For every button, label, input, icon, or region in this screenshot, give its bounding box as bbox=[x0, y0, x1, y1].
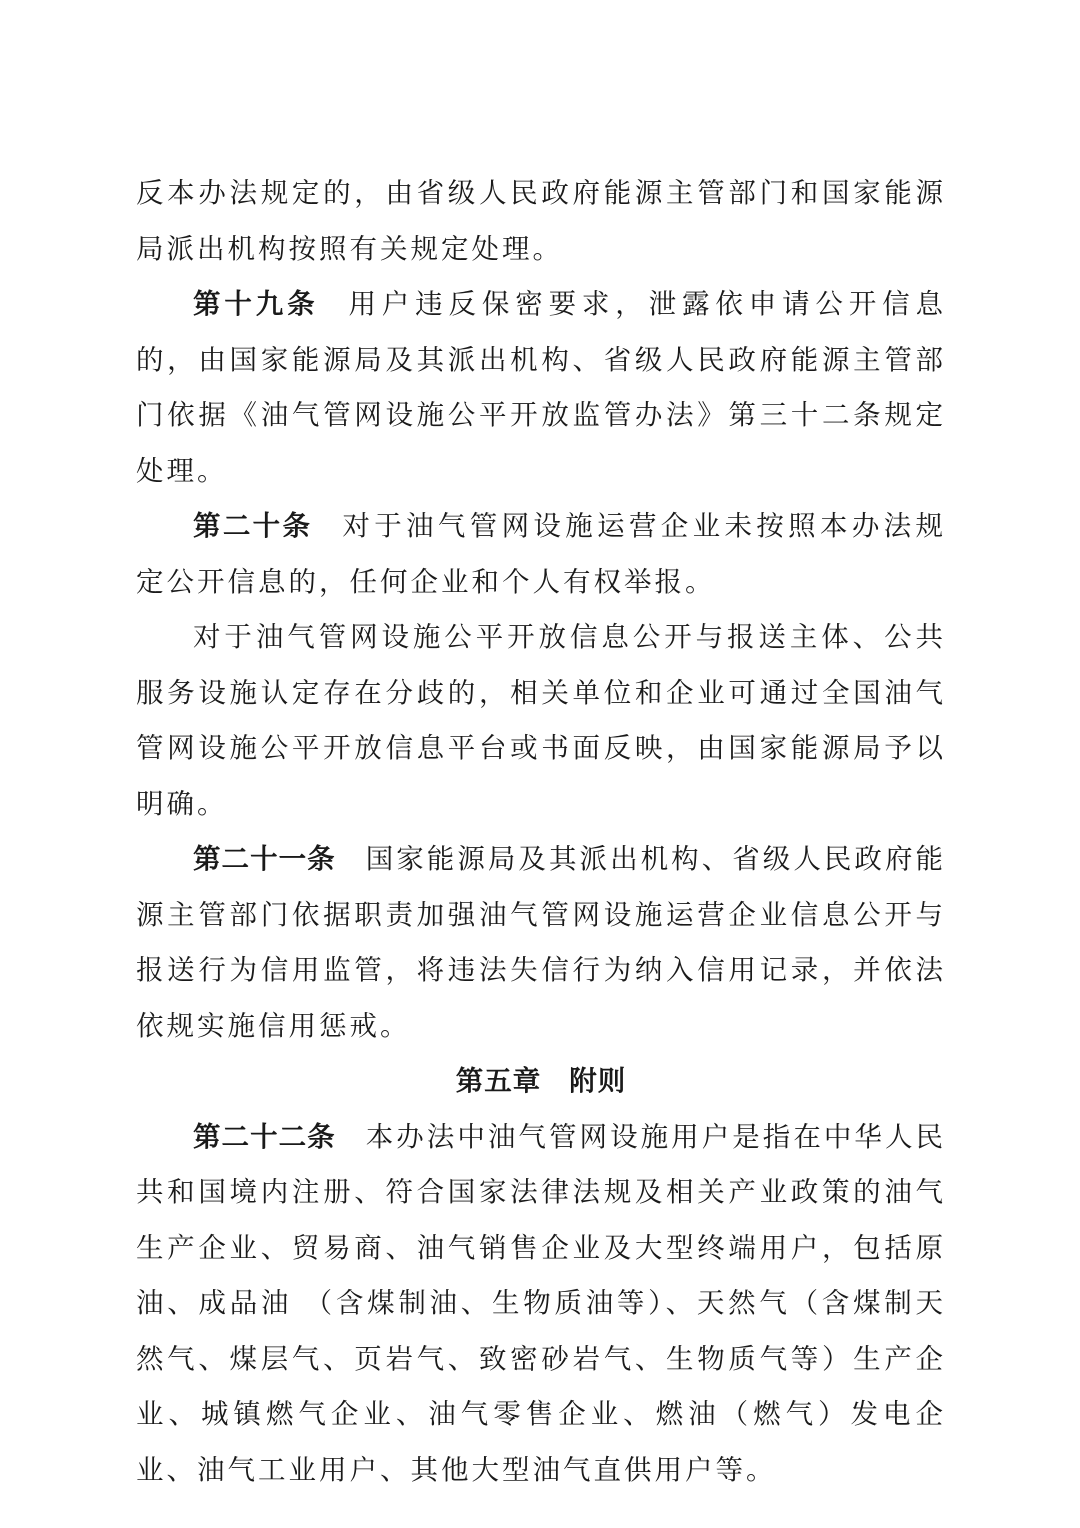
article-number: 第二十条 bbox=[193, 510, 313, 542]
chapter-title: 附则 bbox=[569, 1065, 627, 1097]
article-22 bbox=[136, 1110, 946, 1499]
document-body bbox=[136, 166, 946, 1498]
article-20-paragraph-2 bbox=[136, 610, 946, 832]
article-number: 第二十二条 bbox=[193, 1120, 336, 1153]
article-number: 第十九条 bbox=[193, 288, 319, 320]
article-number: 第二十一条 bbox=[193, 843, 336, 875]
chapter-heading bbox=[136, 1054, 946, 1110]
article-text: 国家能源局及其派出机构、省级人民政府能源主管部门依据职责加强油气管网设施运营企业信息公开与报送行为信用监管，将违法失信行为纳入信用记录，并依法依规实施信用惩戒。 bbox=[136, 843, 946, 1042]
article-text: 用户违反保密要求，泄露依申请公开信息的，由国家能源局及其派出机构、省级人民政府能源主管部门依据《油气管网设施公平开放监管办法》第三十二条规定处理。 bbox=[136, 288, 947, 487]
article-20 bbox=[136, 499, 946, 610]
article-text: 本办法中油气管网设施用户是指在中华人民共和国境内注册、符合国家法律法规及相关产业政策的油气生产企业、贸易商、油气销售企业及大型终端用户，包括原油、成品油 （含煤制油、生物质油等）、天然气（含煤制天然气、煤层气、页岩气、致密砂岩气、生物质气等）生产企业、城镇燃气企业、油气零售企业、燃油（燃气）发电企业、油气工业用户、其他大型油气直供用户等。 bbox=[136, 1120, 946, 1486]
paragraph-text: 反本办法规定的，由省级人民政府能源主管部门和国家能源局派出机构按照有关规定处理。 bbox=[136, 177, 946, 265]
article-21 bbox=[136, 832, 946, 1054]
chapter-number: 第五章 bbox=[455, 1065, 542, 1097]
article-19 bbox=[136, 277, 946, 499]
article-text: 对于油气管网设施运营企业未按照本办法规定公开信息的，任何企业和个人有权举报。 bbox=[136, 510, 947, 598]
paragraph-text: 对于油气管网设施公平开放信息公开与报送主体、公共服务设施认定存在分歧的，相关单位和企业可通过全国油气管网设施公平开放信息平台或书面反映，由国家能源局予以明确。 bbox=[136, 621, 946, 820]
paragraph-continued bbox=[136, 166, 946, 277]
